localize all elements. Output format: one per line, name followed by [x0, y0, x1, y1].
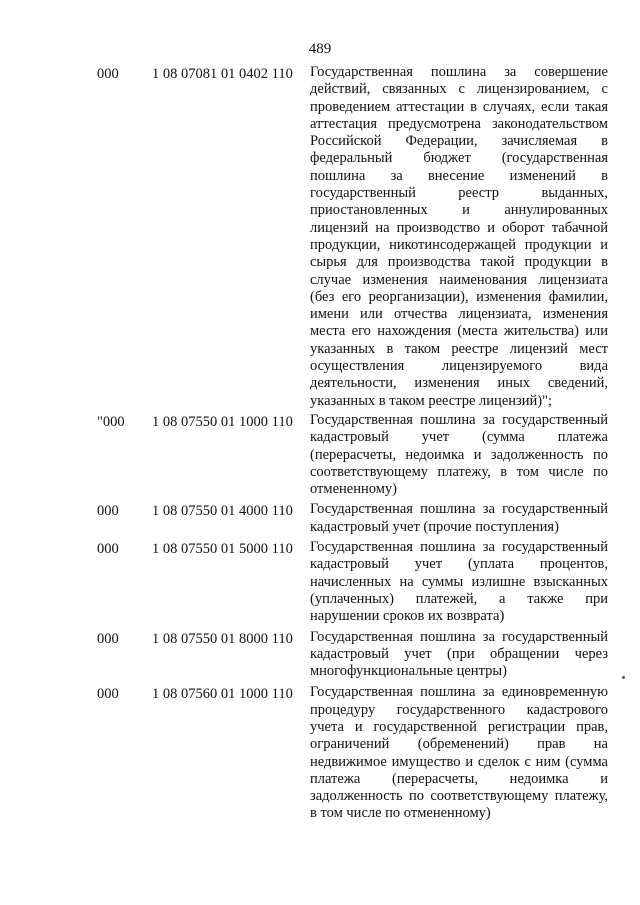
- row-description: Государственная пошлина за государственный кадастровый учет (уплата процентов, начисленных на суммы излишне взысканных (уплаченных) платежей, а также при нарушении сроков их возврата): [310, 539, 608, 625]
- kbk-code: 1 08 07550 01 5000 110: [152, 541, 293, 558]
- table-row: [0, 539, 640, 625]
- admin-code: 000: [97, 630, 119, 647]
- row-description: Государственная пошлина за совершение действий, связанных с лицензированием, с проведением аттестации в случаях, если такая аттестация предусмотрена законодательством Российской Федерации, зачисляемая в федеральный бюджет (государственная пошлина за внесение изменений в государственный реестр выданных, приостановленных и аннулированных лицензий на производство и оборот табачной продукции, никотинсодержащей продукции и сырья для производства такой продукции в случае изменения наименования лицензиата (без его реорганизации), изменения фамилии, имени или отчества лицензиата, изменения места его нахождения (места жительства) или указанных в таком реестре лицензий мест осуществления лицензируемого вида деятельности, изменения иных сведений, указанных в таком реестре лицензий)";: [310, 64, 608, 409]
- budget-codes-table: [0, 64, 640, 823]
- table-row: [0, 629, 640, 681]
- scan-artifact: [622, 676, 625, 679]
- table-row: [0, 412, 640, 498]
- kbk-code: 1 08 07550 01 8000 110: [152, 630, 293, 647]
- admin-code: 000: [97, 541, 119, 558]
- kbk-code: 1 08 07081 01 0402 110: [152, 66, 293, 82]
- table-row: [0, 684, 640, 822]
- admin-code: 000: [97, 686, 119, 703]
- row-description: Государственная пошлина за государственный кадастровый учет (сумма платежа (перерасчеты, недоимка и задолженность по соответствующему платежу, в том числе по отмененному): [310, 411, 608, 498]
- kbk-code: 1 08 07560 01 1000 110: [152, 686, 293, 703]
- admin-code: 000: [97, 66, 119, 82]
- table-row: [0, 501, 640, 536]
- kbk-code: 1 08 07550 01 4000 110: [152, 503, 293, 520]
- kbk-code: 1 08 07550 01 1000 110: [152, 413, 293, 430]
- row-description: Государственная пошлина за единовременную процедуру государственного кадастрового учета и государственной регистрации прав, ограничений (обременений) прав на недвижимое имущество и сделок с ним (сумма платежа (перерасчеты, недоимка и задолженность по соответствующему платежу, в том числе по отмененному): [310, 684, 608, 822]
- admin-code: 000: [97, 503, 119, 520]
- table-row: [0, 64, 640, 410]
- row-description: Государственная пошлина за государственный кадастровый учет (при обращении через многофункциональные центры): [310, 628, 608, 680]
- row-description: Государственная пошлина за государственный кадастровый учет (прочие поступления): [310, 501, 608, 535]
- admin-code: "000: [97, 413, 125, 430]
- page-number: 489: [308, 41, 332, 57]
